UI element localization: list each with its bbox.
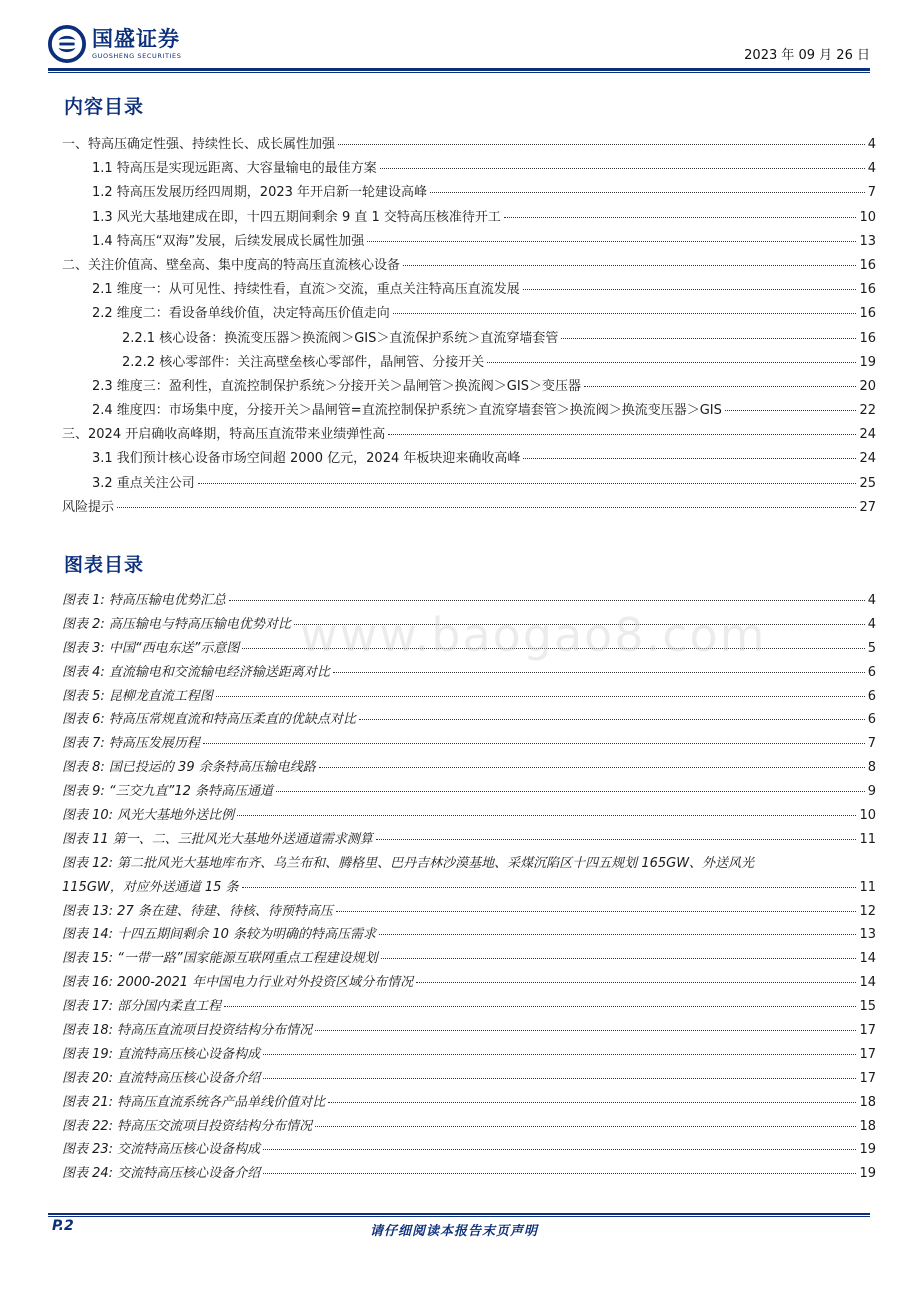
figure-entry-text: 图表 5: 昆柳龙直流工程图 [62,688,213,704]
figure-entry[interactable] [62,732,876,756]
toc-entry[interactable] [62,302,876,326]
figure-entry-text: 图表 17: 部分国内柔直工程 [62,999,222,1015]
dot-leader [315,1030,856,1031]
page-number: P.2 [52,1218,74,1234]
dot-leader [263,1054,856,1055]
toc-entry[interactable] [62,351,876,375]
toc-entry-text: 2.2.2 核心零部件：关注高壁垒核心零部件，晶闸管、分接开关 [122,354,485,370]
logo-english-name: GUOSHENG SECURITIES [92,51,182,60]
dot-leader [336,911,857,912]
page-header [48,20,870,72]
table-of-contents [62,133,876,520]
figure-entry-page: 17 [859,1023,876,1039]
figure-entry-page: 6 [867,712,876,728]
toc-entry-text: 2.3 维度三：盈利性，直流控制保护系统＞分接开关＞晶闸管＞换流阀＞GIS＞变压器 [92,378,581,394]
figure-entry-text: 图表 20: 直流特高压核心设备介绍 [62,1070,261,1086]
figure-entry-page: 5 [867,640,876,656]
figure-entry-page: 19 [859,1142,876,1158]
toc-entry[interactable] [62,423,876,447]
toc-entry-page: 10 [859,209,876,225]
figure-entry-page: 14 [859,975,876,991]
figure-entry-page: 18 [859,1118,876,1134]
toc-entry-text: 一、特高压确定性强、持续性长、成长属性加强 [62,137,336,152]
figure-entry[interactable] [62,1138,876,1162]
toc-entry-text: 2.4 维度四：市场集中度，分接开关＞晶闸管=直流控制保护系统＞直流穿墙套管＞换流阀＞换流变压器＞GIS [92,403,722,419]
figure-entry[interactable] [62,1067,876,1091]
toc-entry-text: 1.2 特高压发展历经四周期，2023 年开启新一轮建设高峰 [92,185,428,201]
figure-entry[interactable] [62,1043,876,1067]
figure-entry[interactable] [62,971,876,995]
toc-entry-text: 1.1 特高压是实现远距离、大容量输电的最佳方案 [92,161,377,177]
dot-leader [216,696,865,697]
figure-entry-page: 11 [859,831,876,847]
dot-leader [416,982,856,983]
toc-entry-text: 二、关注价值高、壁垒高、集中度高的特高压直流核心设备 [62,257,401,273]
toc-entry-text: 2.1 维度一：从可见性、持续性看，直流＞交流，重点关注特高压直流发展 [92,282,520,298]
toc-entry-page: 24 [859,427,876,443]
figure-entry[interactable] [62,1115,876,1139]
figure-entry-text-continued: 115GW，对应外送通道 15 条 [62,879,239,895]
dot-leader [523,289,857,290]
figure-entry-page: 4 [867,593,876,608]
figure-entry-page: 18 [859,1094,876,1110]
toc-entry-page: 16 [859,257,876,273]
figure-entry-text: 图表 18: 特高压直流项目投资结构分布情况 [62,1023,313,1039]
dot-leader [328,1102,856,1103]
company-logo [48,24,181,64]
dot-leader [725,410,857,411]
dot-leader [203,743,865,744]
toc-entry-page: 20 [859,378,876,394]
toc-entry-page: 25 [859,475,876,491]
figure-entry[interactable] [62,1019,876,1043]
figure-entry-page: 4 [867,616,876,632]
figure-entry[interactable] [62,947,876,971]
dot-leader [523,458,856,459]
figure-entry-page: 14 [859,951,876,967]
figure-entry-text: 图表 19: 直流特高压核心设备构成 [62,1046,261,1062]
figure-entry-text: 图表 10: 风光大基地外送比例 [62,808,235,824]
figure-list [62,589,876,1186]
figure-entry-page: 17 [859,1046,876,1062]
dot-leader [367,241,856,242]
toc-entry-page: 16 [859,330,876,346]
header-divider [48,68,870,71]
figure-entry[interactable] [62,828,876,852]
toc-entry[interactable] [62,133,876,157]
figure-entry-text: 图表 24: 交流特高压核心设备介绍 [62,1166,261,1182]
figure-entry[interactable] [62,708,876,732]
figure-entry-page: 19 [859,1166,876,1182]
toc-entry-text: 3.1 我们预计核心设备市场空间超 2000 亿元，2024 年板块迎来确收高峰 [92,451,521,467]
toc-entry[interactable] [62,327,876,351]
watermark: www.baogao8.com [300,608,767,662]
figure-entry-page: 6 [867,688,876,704]
figure-entry[interactable] [62,661,876,685]
figure-entry-text: 图表 6: 特高压常规直流和特高压柔直的优缺点对比 [62,712,356,728]
toc-entry-page: 13 [859,233,876,249]
toc-entry[interactable] [62,206,876,230]
figure-entry-page: 13 [859,927,876,943]
dot-leader [487,362,856,363]
dot-leader [403,265,856,266]
figure-entry-text: 图表 3: 中国“西电东送”示意图 [62,640,240,656]
figure-list-title: 图表目录 [64,554,145,576]
dot-leader [276,791,865,792]
dot-leader [242,887,857,888]
dot-leader [430,192,865,193]
toc-title: 内容目录 [64,96,145,118]
figure-entry-page: 17 [859,1070,876,1086]
dot-leader [237,815,856,816]
toc-entry[interactable] [62,230,876,254]
toc-entry-text: 3.2 重点关注公司 [92,475,195,491]
dot-leader [224,1006,856,1007]
footer-disclaimer: 请仔细阅读本报告末页声明 [370,1224,539,1239]
figure-entry-page: 10 [859,808,876,824]
toc-entry[interactable] [62,375,876,399]
figure-entry[interactable] [62,852,876,876]
toc-entry-page: 27 [859,499,876,515]
figure-entry-text: 图表 12: 第二批风光大基地库布齐、乌兰布和、腾格里、巴丹吉林沙漠基地、采煤沉陷区十四五规划 165GW、外送风光 [62,855,755,871]
figure-entry-text: 图表 7: 特高压发展历程 [62,736,200,752]
figure-entry-text: 图表 13: 27 条在建、待建、待核、待预特高压 [62,903,333,919]
dot-leader [584,386,856,387]
figure-entry-text: 图表 2: 高压输电与特高压输电优势对比 [62,616,291,632]
dot-leader [319,767,865,768]
dot-leader [338,144,865,145]
toc-entry-page: 4 [867,161,876,177]
toc-entry[interactable] [62,472,876,496]
logo-chinese-name: 国盛证券 [92,26,180,51]
dot-leader [263,1149,856,1150]
figure-entry-page: 8 [867,760,876,776]
figure-entry-text: 图表 4: 直流输电和交流输电经济输送距离对比 [62,664,330,680]
toc-entry-page: 24 [859,451,876,467]
figure-entry[interactable] [62,685,876,709]
figure-entry[interactable] [62,1091,876,1115]
dot-leader [381,958,857,959]
toc-entry[interactable] [62,278,876,302]
footer-divider [48,1213,870,1215]
toc-entry-page: 16 [859,306,876,322]
dot-leader [504,217,857,218]
figure-entry-page: 9 [867,784,876,800]
dot-leader [117,507,856,508]
dot-leader [380,168,865,169]
guosheng-logo-icon [48,25,86,63]
toc-entry-page: 4 [867,137,876,152]
dot-leader [315,1126,856,1127]
figure-entry[interactable] [62,995,876,1019]
toc-entry-page: 22 [859,403,876,419]
footer-divider-thin [48,1216,870,1217]
figure-entry-continued[interactable] [62,876,876,900]
toc-entry[interactable] [62,181,876,205]
figure-entry-text: 图表 23: 交流特高压核心设备构成 [62,1142,261,1158]
dot-leader [561,338,856,339]
toc-entry-page: 19 [859,354,876,370]
figure-entry-text: 图表 11 第一、二、三批风光大基地外送通道需求测算 [62,831,373,847]
dot-leader [376,839,857,840]
toc-entry-text: 风险提示 [62,499,115,515]
figure-entry-page: 6 [867,664,876,680]
dot-leader [379,934,856,935]
toc-entry-page: 7 [867,185,876,201]
figure-entry[interactable] [62,780,876,804]
toc-entry-page: 16 [859,282,876,298]
dot-leader [263,1078,856,1079]
figure-entry-text: 图表 15: “一带一路”国家能源互联网重点工程建设规划 [62,951,378,967]
figure-entry-page: 12 [859,903,876,919]
toc-entry[interactable] [62,399,876,423]
toc-entry-text: 2.2 维度二：看设备单线价值，决定特高压价值走向 [92,306,390,322]
toc-entry[interactable] [62,496,876,520]
figure-entry[interactable] [62,1162,876,1186]
dot-leader [359,719,865,720]
dot-leader [333,672,865,673]
toc-entry-text: 2.2.1 核心设备：换流变压器＞换流阀＞GIS＞直流保护系统＞直流穿墙套管 [122,330,559,346]
figure-entry[interactable] [62,756,876,780]
dot-leader [393,313,857,314]
figure-entry-page: 7 [867,736,876,752]
header-divider-thin [48,72,870,73]
toc-entry[interactable] [62,157,876,181]
figure-entry-text: 图表 8: 国已投运的 39 余条特高压输电线路 [62,760,316,776]
figure-entry[interactable] [62,923,876,947]
figure-entry-page: 11 [859,879,876,895]
toc-entry-text: 三、2024 开启确收高峰期，特高压直流带来业绩弹性高 [62,427,386,443]
figure-entry-text: 图表 21: 特高压直流系统各产品单线价值对比 [62,1094,326,1110]
toc-entry-text: 1.4 特高压“双海”发展，后续发展成长属性加强 [92,233,365,249]
figure-entry[interactable] [62,804,876,828]
dot-leader [229,600,865,601]
figure-entry[interactable] [62,900,876,924]
figure-entry-text: 图表 16: 2000-2021 年中国电力行业对外投资区域分布情况 [62,975,414,991]
figure-entry-text: 图表 14: 十四五期间剩余 10 条较为明确的特高压需求 [62,927,376,943]
dot-leader [263,1173,856,1174]
toc-entry[interactable] [62,447,876,471]
figure-entry-text: 图表 9: “三交九直”12 条特高压通道 [62,784,274,800]
toc-entry[interactable] [62,254,876,278]
figure-entry-page: 15 [859,999,876,1015]
dot-leader [198,483,857,484]
figure-entry-text: 图表 22: 特高压交流项目投资结构分布情况 [62,1118,313,1134]
figure-entry-text: 图表 1: 特高压输电优势汇总 [62,593,226,608]
dot-leader [388,434,856,435]
toc-entry-text: 1.3 风光大基地建成在即，十四五期间剩余 9 直 1 交特高压核准待开工 [92,209,501,225]
report-date: 2023 年 09 月 26 日 [744,48,870,63]
